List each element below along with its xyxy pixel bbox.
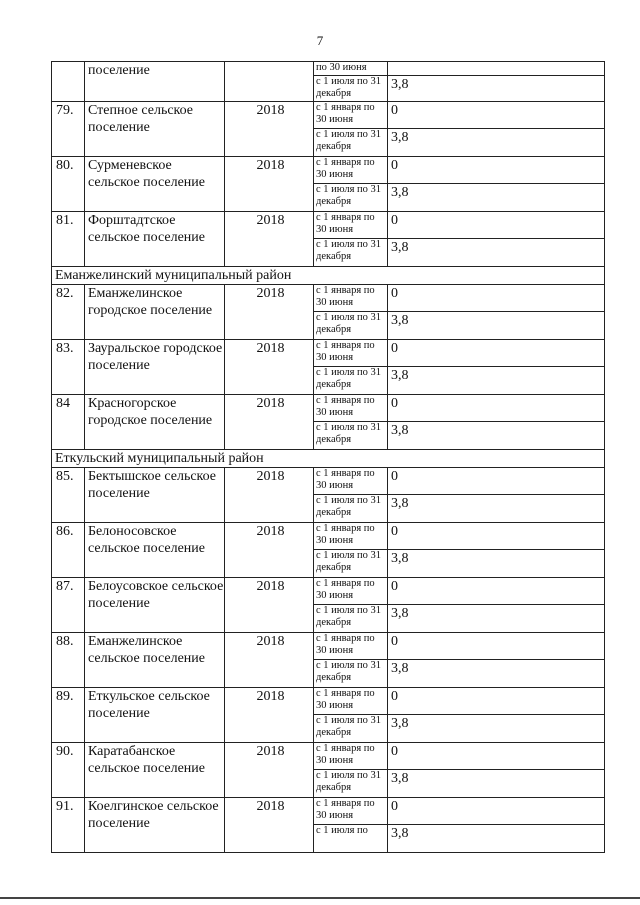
year-cell: 2018: [225, 340, 314, 395]
value-cell: 0: [388, 578, 605, 605]
value-cell: 3,8: [388, 129, 605, 157]
table-row: [52, 688, 605, 715]
settlement-name-cell: поселение: [85, 62, 225, 102]
period-cell: по 30 июня: [314, 62, 388, 76]
period-cell: с 1 января по 30 июня: [314, 212, 388, 239]
period-cell: с 1 января по 30 июня: [314, 340, 388, 367]
table-row: [52, 62, 605, 76]
period-cell: с 1 июля по 31 декабря: [314, 129, 388, 157]
settlement-name-cell: Еткульское сельское поселение: [85, 688, 225, 743]
year-cell: 2018: [225, 798, 314, 853]
period-cell: с 1 января по 30 июня: [314, 743, 388, 770]
row-number-cell: 86.: [52, 523, 85, 578]
value-cell: 3,8: [388, 660, 605, 688]
year-cell: 2018: [225, 578, 314, 633]
row-number-cell: 87.: [52, 578, 85, 633]
settlement-name-cell: Форштадтское сельское поселение: [85, 212, 225, 267]
year-cell: 2018: [225, 688, 314, 743]
row-number-cell: 89.: [52, 688, 85, 743]
value-cell: 0: [388, 212, 605, 239]
year-cell: 2018: [225, 743, 314, 798]
table-row: [52, 102, 605, 129]
period-cell: с 1 июля по 31 декабря: [314, 422, 388, 450]
period-cell: с 1 января по 30 июня: [314, 285, 388, 312]
value-cell: 3,8: [388, 605, 605, 633]
table-row: [52, 798, 605, 825]
value-cell: 3,8: [388, 550, 605, 578]
settlement-name-cell: Степное сельское поселение: [85, 102, 225, 157]
settlement-name-cell: Красногорское городское поселение: [85, 395, 225, 450]
value-cell: 3,8: [388, 715, 605, 743]
period-cell: с 1 января по 30 июня: [314, 688, 388, 715]
year-cell: 2018: [225, 102, 314, 157]
period-cell: с 1 января по 30 июня: [314, 633, 388, 660]
period-cell: с 1 января по 30 июня: [314, 157, 388, 184]
settlement-name-cell: Зауральское городское поселение: [85, 340, 225, 395]
period-cell: с 1 июля по 31 декабря: [314, 239, 388, 267]
value-cell: 3,8: [388, 825, 605, 853]
section-title: Еткульский муниципальный район: [52, 450, 605, 468]
table-row: [52, 578, 605, 605]
row-number-cell: 88.: [52, 633, 85, 688]
settlement-name-cell: Сурменевское сельское поселение: [85, 157, 225, 212]
period-cell: с 1 июля по 31 декабря: [314, 550, 388, 578]
row-number-cell: 84: [52, 395, 85, 450]
period-cell: с 1 июля по 31 декабря: [314, 76, 388, 102]
value-cell: 3,8: [388, 184, 605, 212]
year-cell: 2018: [225, 633, 314, 688]
table-row: [52, 340, 605, 367]
period-cell: с 1 июля по 31 декабря: [314, 660, 388, 688]
table-row: [52, 157, 605, 184]
table-row: [52, 633, 605, 660]
row-number-cell: [52, 62, 85, 102]
value-cell: 0: [388, 395, 605, 422]
row-number-cell: 85.: [52, 468, 85, 523]
period-cell: с 1 июля по 31 декабря: [314, 312, 388, 340]
year-cell: [225, 62, 314, 102]
row-number-cell: 81.: [52, 212, 85, 267]
row-number-cell: 91.: [52, 798, 85, 853]
year-cell: 2018: [225, 157, 314, 212]
period-cell: с 1 января по 30 июня: [314, 468, 388, 495]
value-cell: 0: [388, 743, 605, 770]
value-cell: 3,8: [388, 239, 605, 267]
settlement-name-cell: Коелгинское сельское поселение: [85, 798, 225, 853]
settlement-name-cell: Еманжелинское сельское поселение: [85, 633, 225, 688]
table-row: [52, 395, 605, 422]
settlement-name-cell: Бектышское сельское поселение: [85, 468, 225, 523]
value-cell: 3,8: [388, 312, 605, 340]
row-number-cell: 80.: [52, 157, 85, 212]
period-cell: с 1 июля по 31 декабря: [314, 495, 388, 523]
row-number-cell: 79.: [52, 102, 85, 157]
row-number-cell: 82.: [52, 285, 85, 340]
value-cell: 0: [388, 798, 605, 825]
year-cell: 2018: [225, 285, 314, 340]
table-row: [52, 743, 605, 770]
value-cell: 3,8: [388, 770, 605, 798]
value-cell: [388, 62, 605, 76]
table-row: [52, 212, 605, 239]
table-row: [52, 523, 605, 550]
settlement-name-cell: Каратабанское сельское поселение: [85, 743, 225, 798]
value-cell: 0: [388, 340, 605, 367]
period-cell: с 1 июля по 31 декабря: [314, 715, 388, 743]
bottom-rule: [0, 897, 640, 899]
row-number-cell: 90.: [52, 743, 85, 798]
period-cell: с 1 января по 30 июня: [314, 523, 388, 550]
period-cell: с 1 января по 30 июня: [314, 578, 388, 605]
value-cell: 0: [388, 468, 605, 495]
period-cell: с 1 января по 30 июня: [314, 102, 388, 129]
value-cell: 3,8: [388, 422, 605, 450]
value-cell: 0: [388, 157, 605, 184]
period-cell: с 1 июля по 31 декабря: [314, 184, 388, 212]
value-cell: 0: [388, 633, 605, 660]
value-cell: 3,8: [388, 76, 605, 102]
settlement-name-cell: Еманжелинское городское поселение: [85, 285, 225, 340]
value-cell: 0: [388, 285, 605, 312]
period-cell: с 1 июля по 31 декабря: [314, 367, 388, 395]
year-cell: 2018: [225, 523, 314, 578]
value-cell: 3,8: [388, 367, 605, 395]
value-cell: 0: [388, 688, 605, 715]
value-cell: 0: [388, 102, 605, 129]
value-cell: 3,8: [388, 495, 605, 523]
year-cell: 2018: [225, 395, 314, 450]
row-number-cell: 83.: [52, 340, 85, 395]
section-title: Еманжелинский муниципальный район: [52, 267, 605, 285]
period-cell: с 1 июля по: [314, 825, 388, 853]
table-row: [52, 285, 605, 312]
period-cell: с 1 января по 30 июня: [314, 395, 388, 422]
year-cell: 2018: [225, 212, 314, 267]
year-cell: 2018: [225, 468, 314, 523]
tariff-table: [51, 61, 605, 853]
section-row: [52, 267, 605, 285]
table-row: [52, 468, 605, 495]
period-cell: с 1 июля по 31 декабря: [314, 605, 388, 633]
period-cell: с 1 июля по 31 декабря: [314, 770, 388, 798]
section-row: [52, 450, 605, 468]
page-number: 7: [316, 33, 324, 48]
settlement-name-cell: Белоносовское сельское поселение: [85, 523, 225, 578]
value-cell: 0: [388, 523, 605, 550]
period-cell: с 1 января по 30 июня: [314, 798, 388, 825]
settlement-name-cell: Белоусовское сельское поселение: [85, 578, 225, 633]
